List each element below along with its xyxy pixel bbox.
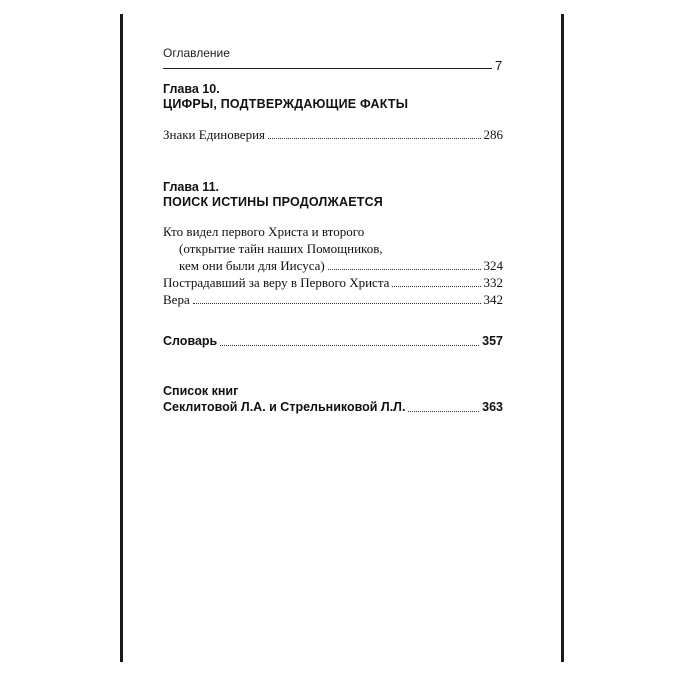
toc-entry-label-row3 bbox=[163, 257, 503, 274]
chapter-11-heading bbox=[163, 180, 503, 210]
toc-entry-label: Знаки Единоверия bbox=[163, 127, 266, 142]
running-header bbox=[163, 46, 492, 69]
toc-entry-label: Вера bbox=[163, 292, 190, 307]
toc-entry-page: 342 bbox=[483, 292, 503, 307]
leader-dots bbox=[193, 303, 481, 304]
toc-entry-page: 286 bbox=[483, 127, 503, 142]
chapter-10-heading bbox=[163, 82, 503, 112]
page-number: 7 bbox=[495, 58, 503, 73]
toc-entry-label-line3: кем они были для Иисуса) bbox=[179, 258, 325, 273]
leader-dots bbox=[392, 286, 480, 287]
toc-entry-label: Секлитовой Л.А. и Стрельниковой Л.Л. bbox=[163, 400, 406, 414]
leader-dots bbox=[268, 138, 480, 139]
toc-entry-label: Словарь bbox=[163, 334, 218, 348]
leader-dots bbox=[220, 345, 479, 346]
toc-entry-spisok-knig[interactable] bbox=[163, 399, 503, 416]
toc-entry-page: 324 bbox=[483, 258, 503, 273]
toc-entry-postradavshiy[interactable] bbox=[163, 274, 503, 291]
toc-entry-page: 332 bbox=[483, 275, 503, 290]
chapter-title: ПОИСК ИСТИНЫ ПРОДОЛЖАЕТСЯ bbox=[163, 195, 383, 209]
chapter-title: ЦИФРЫ, ПОДТВЕРЖДАЮЩИЕ ФАКТЫ bbox=[163, 97, 409, 111]
leader-dots bbox=[328, 269, 481, 270]
chapter-number: Глава 11. bbox=[163, 180, 219, 194]
toc-entry-label-line2: (открытие тайн наших Помощников, bbox=[179, 241, 383, 256]
booklist-heading: Список книг bbox=[163, 384, 239, 398]
toc-entry-vera[interactable] bbox=[163, 291, 503, 308]
toc-entry-slovar[interactable] bbox=[163, 333, 503, 350]
header-title: Оглавление bbox=[163, 46, 230, 60]
toc-entry-page: 363 bbox=[482, 400, 503, 414]
toc-entry-label: Пострадавший за веру в Первого Христа bbox=[163, 275, 390, 290]
toc-entry-page: 357 bbox=[482, 334, 503, 348]
leader-dots bbox=[408, 411, 479, 412]
book-page bbox=[120, 14, 564, 662]
chapter-number: Глава 10. bbox=[163, 82, 220, 96]
toc-entry-label-line1: Кто видел первого Христа и второго bbox=[163, 224, 365, 239]
toc-entry-znaki[interactable] bbox=[163, 126, 503, 143]
toc-entry-kto-videl[interactable] bbox=[163, 223, 503, 274]
